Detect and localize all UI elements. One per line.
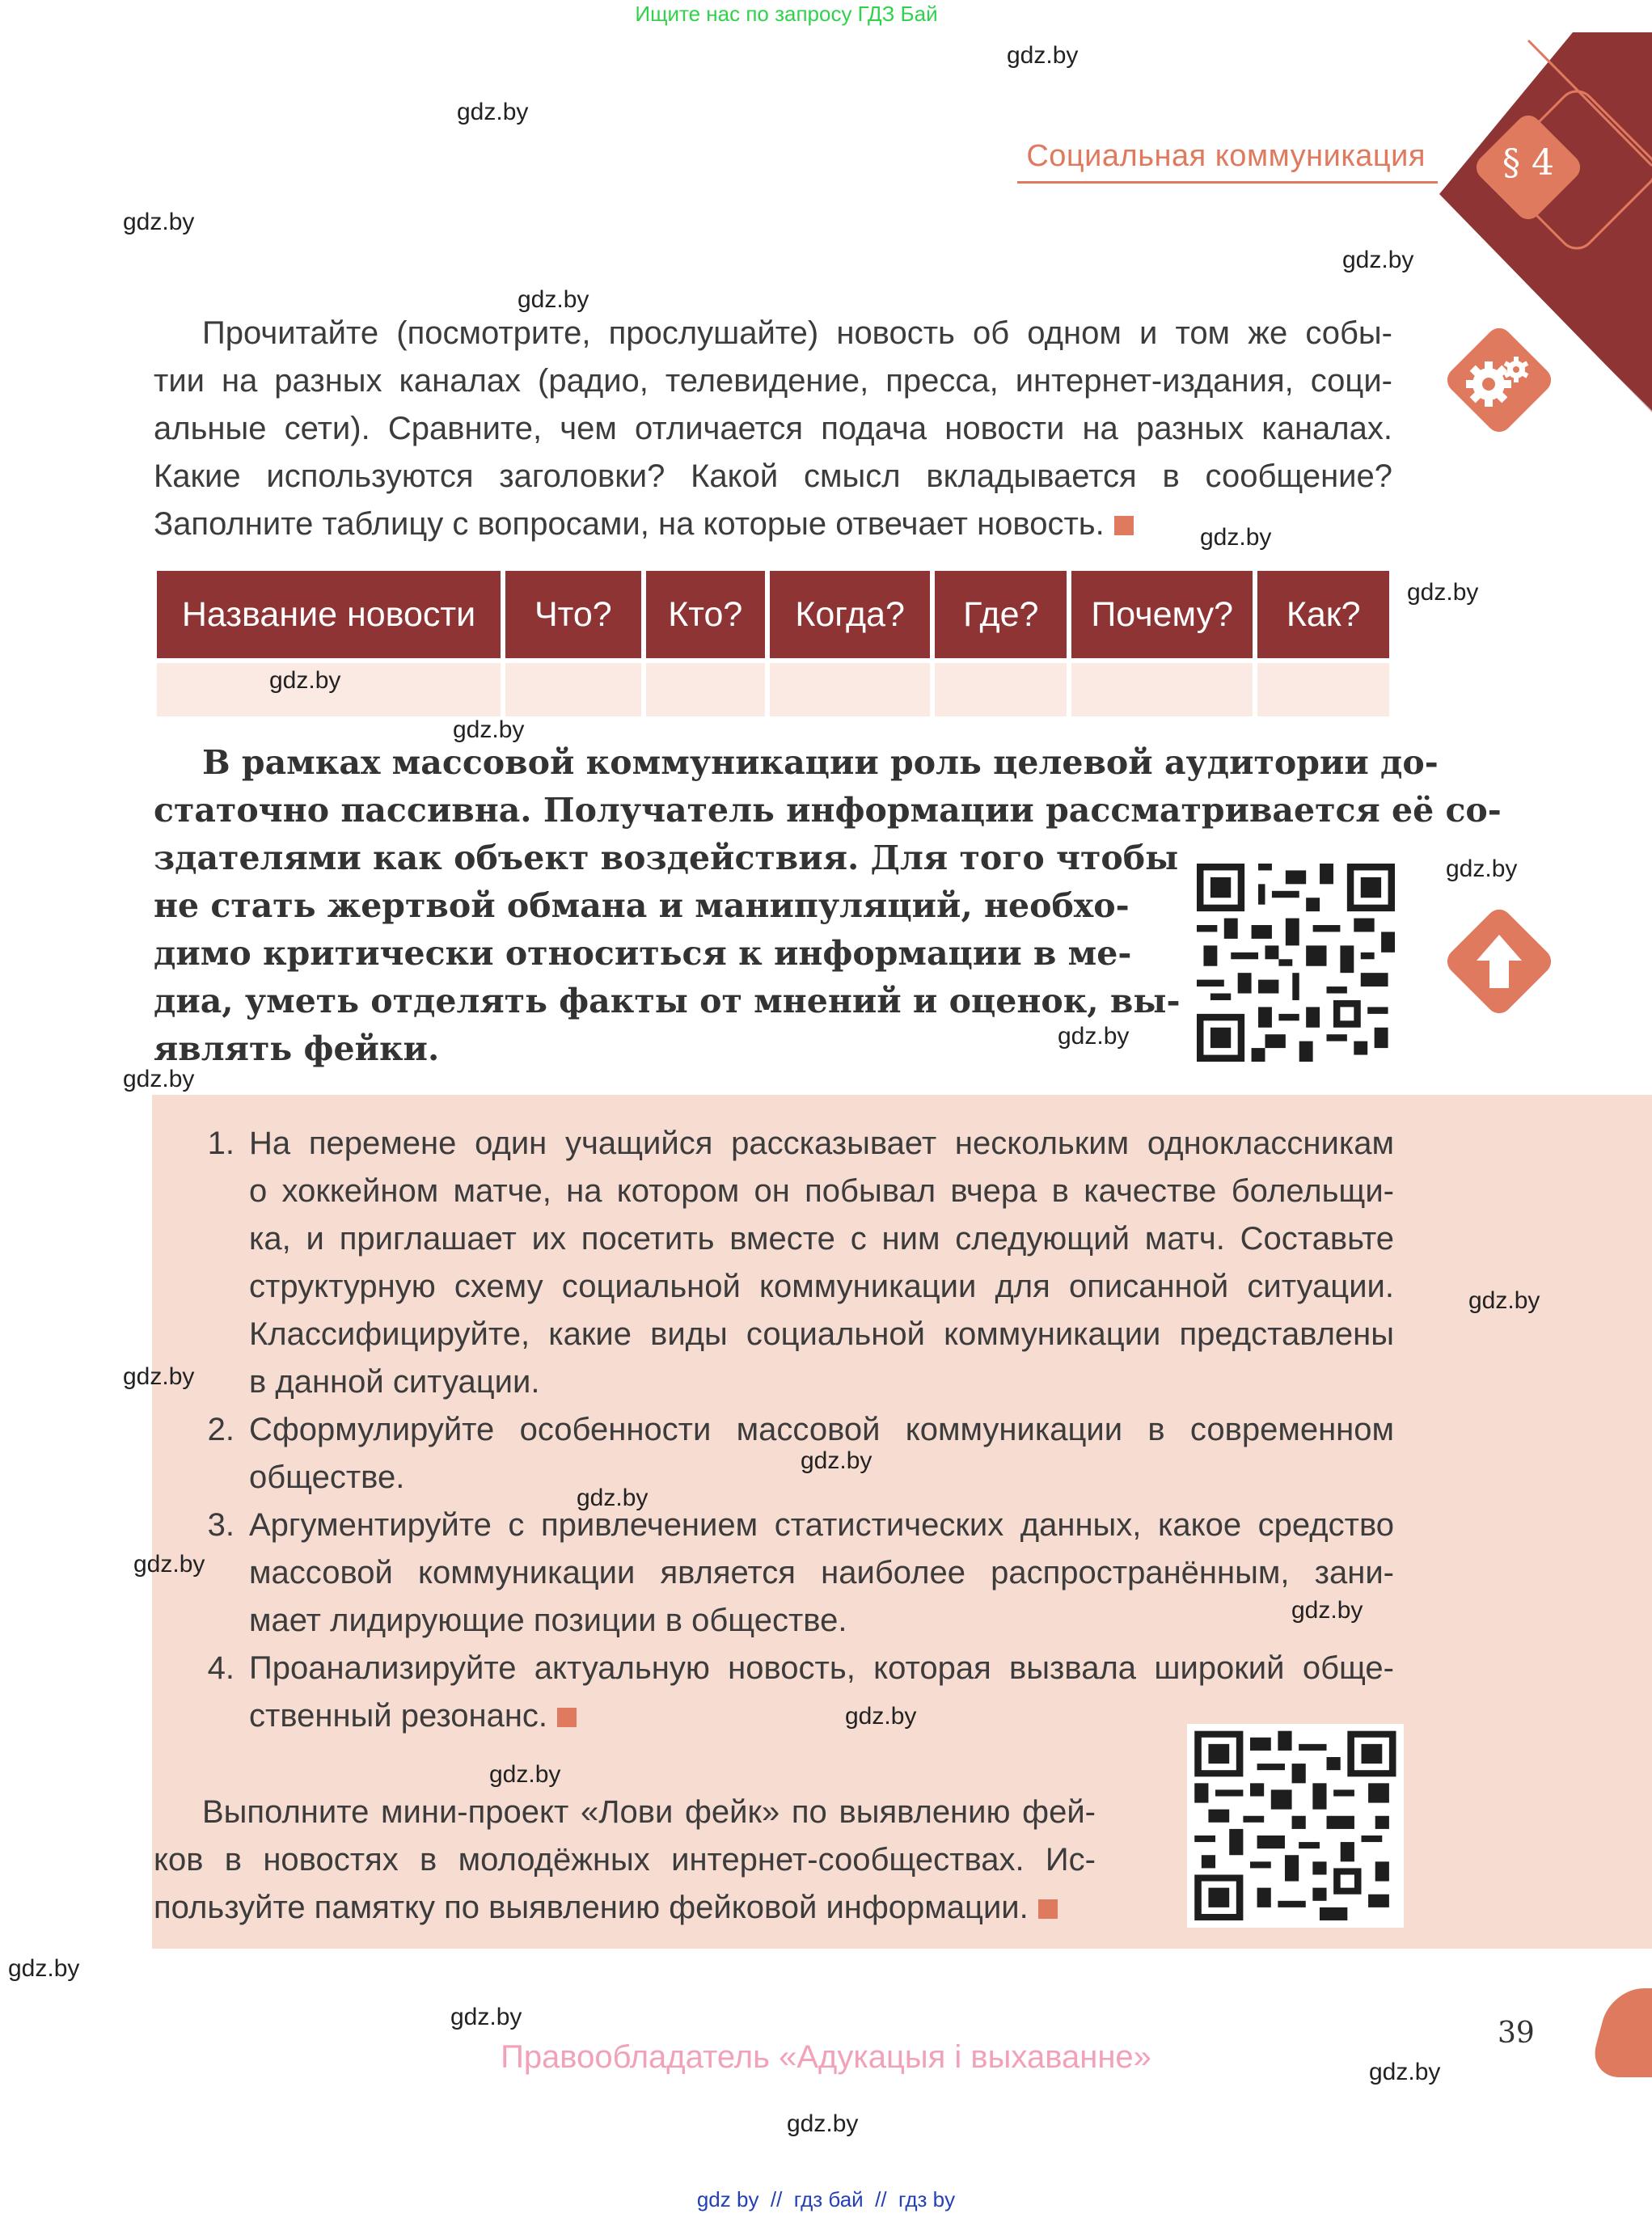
key-line: являть фейки. (154, 1029, 440, 1068)
watermark: gdz.by (845, 1703, 917, 1730)
gears-icon (1442, 323, 1557, 437)
task-item (194, 1120, 1394, 1406)
task-line: ственный резонанс. (249, 1698, 548, 1734)
task-number: 4. (207, 1650, 234, 1686)
task-line: обществе. (249, 1460, 405, 1495)
watermark: gdz.by (1468, 1287, 1540, 1314)
task-item (194, 1406, 1394, 1502)
task-number: 2. (207, 1412, 234, 1447)
table-cell[interactable] (505, 663, 641, 716)
news-table (152, 566, 1394, 721)
copyright-notice: Правообладатель «Адукацыя і выхаванне» (501, 2039, 1151, 2075)
watermark: gdz.by (1407, 579, 1479, 606)
project-line-last (154, 1884, 1096, 1932)
table-cell[interactable] (1257, 663, 1389, 716)
watermark: gdz.by (1446, 855, 1518, 882)
watermark: gdz.by (457, 99, 529, 125)
table-header: Где? (935, 571, 1067, 658)
table-cell[interactable] (646, 663, 765, 716)
activity-line: альные сети). Сравните, чем отличается подача новости на разных каналах. (154, 411, 1392, 446)
key-paragraph (154, 739, 1502, 834)
page-number: 39 (1498, 2017, 1535, 2050)
table-header: Название новости (157, 571, 501, 658)
top-notice: Ищите нас по запросу ГДЗ Бай (635, 2, 938, 26)
project-line: Выполните мини-проект «Лови фейк» по выявлению фей- (202, 1794, 1096, 1830)
watermark: gdz.by (518, 286, 589, 313)
watermark: gdz.by (577, 1485, 649, 1511)
watermark: gdz.by (1369, 2059, 1441, 2085)
watermark: gdz.by (133, 1551, 205, 1578)
key-line: статочно пассивна. Получатель информации рассматривается её со- (154, 791, 1502, 830)
key-line: диа, уметь отделять факты от мнений и оценок, вы- (154, 982, 1181, 1020)
watermark: gdz.by (1007, 42, 1079, 69)
end-mark (557, 1708, 577, 1727)
task-line: о хоккейном матче, на котором он побывал вчера в качестве болельщи- (249, 1173, 1394, 1209)
table-header: Кто? (646, 571, 765, 658)
task-list (194, 1120, 1394, 1740)
key-line: В рамках массовой коммуникации роль целевой аудитории до- (202, 743, 1439, 782)
task-number: 1. (207, 1126, 234, 1161)
end-mark (1114, 516, 1134, 535)
watermark: gdz.by (269, 667, 341, 694)
qr-code[interactable] (1187, 1724, 1404, 1928)
task-line: массовой коммуникации является наиболее распространённым, зани- (249, 1555, 1394, 1590)
table-header: Как? (1257, 571, 1389, 658)
paragraph-badge: § 4 (1502, 142, 1554, 184)
project-line: пользуйте памятку по выявлению фейковой информации. (154, 1890, 1029, 1925)
project-line: ков в новостях в молодёжных интернет-сообществах. Ис- (154, 1842, 1096, 1878)
end-mark (1038, 1899, 1058, 1919)
task-line: Классифицируйте, какие виды социальной коммуникации представлены (249, 1316, 1394, 1352)
watermark: gdz.by (1342, 247, 1414, 273)
task-line: Проанализируйте актуальную новость, которая вызвала широкий обще- (249, 1650, 1394, 1686)
watermark: gdz.by (123, 209, 195, 235)
task-line: структурную схему социальной коммуникации для описанной ситуации. (249, 1269, 1394, 1304)
section-title: Социальная коммуникация (1026, 139, 1426, 173)
task-item (194, 1502, 1394, 1645)
footer-links[interactable]: gdz by // гдз бай // гдз by (696, 2187, 956, 2211)
watermark: gdz.by (787, 2110, 859, 2137)
task-line: мает лидирующие позиции в обществе. (249, 1603, 847, 1638)
arrow-up-icon (1442, 904, 1557, 1019)
table-cell[interactable] (770, 663, 931, 716)
task-line: ка, и приглашает их посетить вместе с ним следующий матч. Составьте (249, 1221, 1394, 1257)
header-underline (1017, 181, 1438, 184)
watermark: gdz.by (123, 1066, 195, 1092)
task-line: Сформулируйте особенности массовой коммуникации в современном (249, 1412, 1394, 1447)
table-header: Почему? (1071, 571, 1253, 658)
watermark: gdz.by (489, 1761, 561, 1788)
table-header-row (157, 571, 1389, 658)
table-row (157, 663, 1389, 716)
table-header: Что? (505, 571, 641, 658)
watermark: gdz.by (453, 716, 525, 743)
task-line: в данной ситуации. (249, 1364, 540, 1400)
table-cell[interactable] (935, 663, 1067, 716)
task-line: На перемене один учащийся рассказывает нескольким одноклассникам (249, 1126, 1394, 1161)
watermark: gdz.by (8, 1955, 80, 1982)
table-header: Когда? (770, 571, 931, 658)
watermark: gdz.by (123, 1363, 195, 1390)
key-line: здателями как объект воздействия. Для того чтобы (154, 839, 1179, 877)
activity-line: Заполните таблицу с вопросами, на которые отвечает новость. (154, 506, 1105, 542)
activity-paragraph (154, 310, 1392, 548)
task-number: 3. (207, 1507, 234, 1543)
table-cell[interactable] (1071, 663, 1253, 716)
key-line: не стать жертвой обмана и манипуляций, необхо- (154, 886, 1130, 925)
task-line: Аргументируйте с привлечением статистических данных, какое средство (249, 1507, 1394, 1543)
watermark: gdz.by (1200, 524, 1272, 551)
watermark: gdz.by (450, 2004, 522, 2030)
qr-code[interactable] (1197, 864, 1395, 1062)
watermark: gdz.by (801, 1447, 872, 1474)
project-paragraph (154, 1789, 1096, 1932)
activity-line: Какие используются заголовки? Какой смысл вкладывается в сообщение? (154, 458, 1392, 494)
watermark: gdz.by (1291, 1597, 1363, 1624)
watermark: gdz.by (1058, 1023, 1130, 1050)
key-line: димо критически относиться к информации в ме- (154, 934, 1132, 973)
activity-line: Прочитайте (посмотрите, прослушайте) новость об одном и том же собы- (202, 315, 1392, 351)
activity-line: тии на разных каналах (радио, телевидение, пресса, интернет-издания, соци- (154, 363, 1392, 399)
